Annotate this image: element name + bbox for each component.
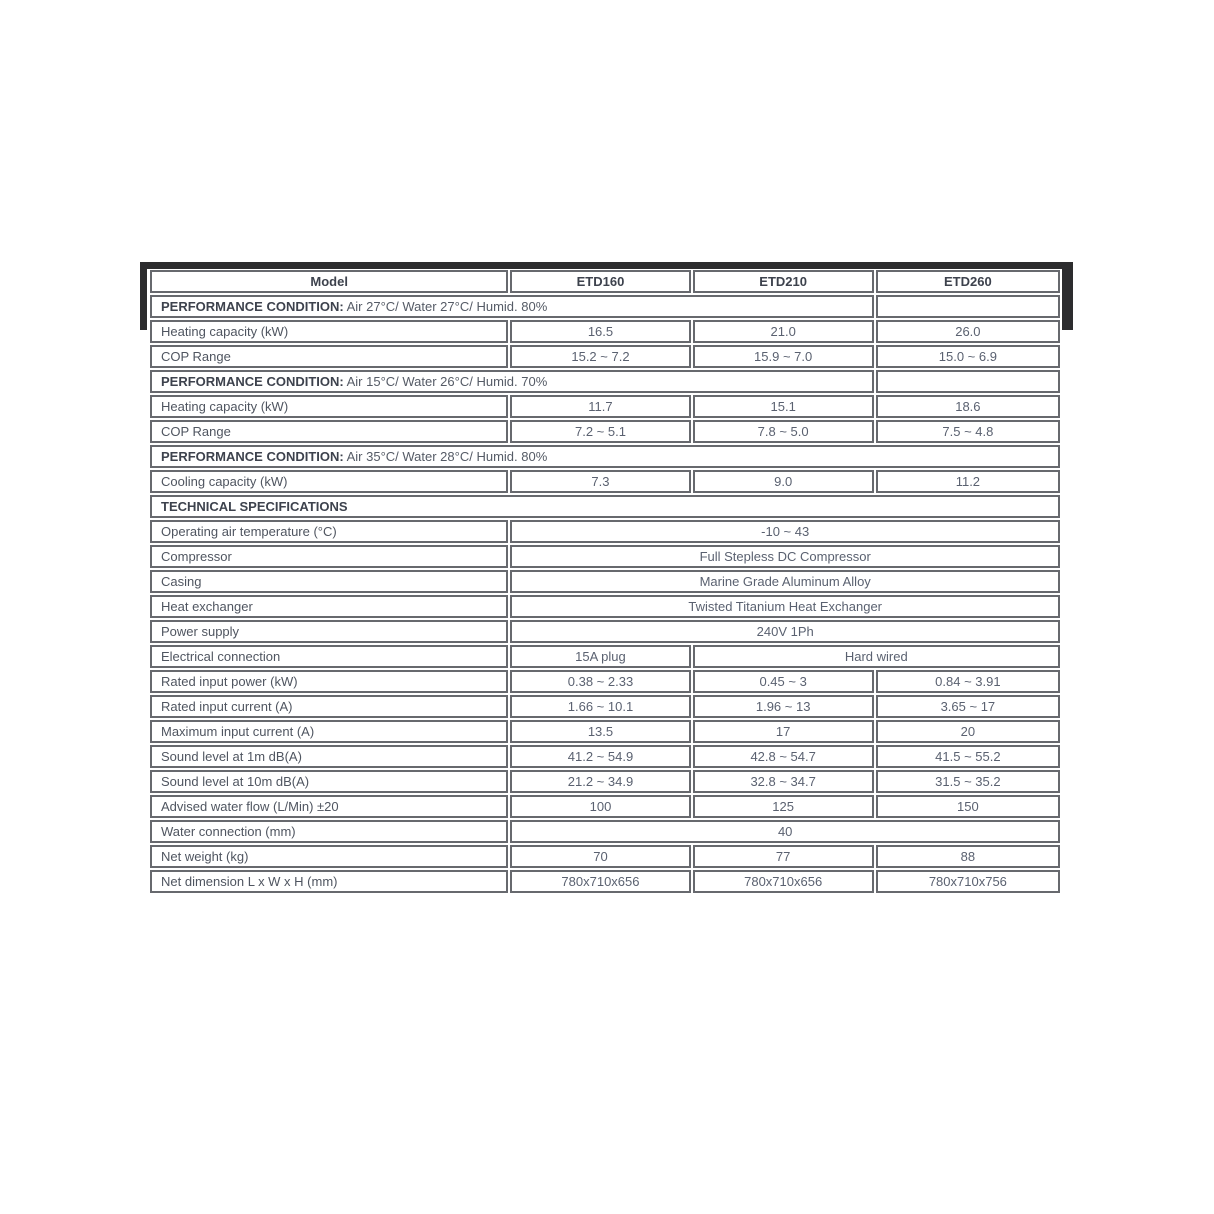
cell-value: 780x710x656 — [693, 870, 874, 893]
row-label: Rated input power (kW) — [150, 670, 508, 693]
empty-cell — [876, 295, 1060, 318]
section-title-bold: PERFORMANCE CONDITION: — [161, 299, 344, 314]
row-label: Cooling capacity (kW) — [150, 470, 508, 493]
cell-value: 7.5 ~ 4.8 — [876, 420, 1060, 443]
cell-value: 125 — [693, 795, 874, 818]
row-label: Net dimension L x W x H (mm) — [150, 870, 508, 893]
row-label: COP Range — [150, 345, 508, 368]
table-row — [150, 845, 1060, 868]
row-label: Electrical connection — [150, 645, 508, 668]
table-row — [150, 620, 1060, 643]
empty-cell — [876, 370, 1060, 393]
cell-value: 41.5 ~ 55.2 — [876, 745, 1060, 768]
cell-value: 77 — [693, 845, 874, 868]
cell-value: 240V 1Ph — [510, 620, 1060, 643]
row-label: Water connection (mm) — [150, 820, 508, 843]
cell-value: 11.7 — [510, 395, 690, 418]
section-header-row — [150, 295, 1060, 318]
row-label: Rated input current (A) — [150, 695, 508, 718]
table-row — [150, 720, 1060, 743]
cell-value: 15.0 ~ 6.9 — [876, 345, 1060, 368]
row-label: Heat exchanger — [150, 595, 508, 618]
cell-value: 15.1 — [693, 395, 874, 418]
row-label: Power supply — [150, 620, 508, 643]
section-title-condition: Air 35°C/ Water 28°C/ Humid. 80% — [343, 449, 548, 464]
table-row — [150, 520, 1060, 543]
row-label: Heating capacity (kW) — [150, 395, 508, 418]
table-row — [150, 695, 1060, 718]
cell-value: 7.3 — [510, 470, 690, 493]
section-title-bold: PERFORMANCE CONDITION: — [161, 449, 344, 464]
table-row — [150, 645, 1060, 668]
table-row — [150, 395, 1060, 418]
section-title-bold: TECHNICAL SPECIFICATIONS — [161, 499, 348, 514]
table-row — [150, 820, 1060, 843]
cell-value: 42.8 ~ 54.7 — [693, 745, 874, 768]
cell-value: Full Stepless DC Compressor — [510, 545, 1060, 568]
cell-value: 70 — [510, 845, 690, 868]
row-label: Sound level at 10m dB(A) — [150, 770, 508, 793]
cell-value: 7.8 ~ 5.0 — [693, 420, 874, 443]
cell-value: 0.38 ~ 2.33 — [510, 670, 690, 693]
cell-value: 150 — [876, 795, 1060, 818]
table-row — [150, 795, 1060, 818]
cell-value: 31.5 ~ 35.2 — [876, 770, 1060, 793]
cell-value: 15.2 ~ 7.2 — [510, 345, 690, 368]
section-title — [150, 370, 874, 393]
table-row — [150, 670, 1060, 693]
table-header-row — [150, 270, 1060, 293]
spec-sheet — [148, 268, 1062, 895]
cell-value: Hard wired — [693, 645, 1060, 668]
table-row — [150, 470, 1060, 493]
section-header-row — [150, 445, 1060, 468]
row-label: Operating air temperature (°C) — [150, 520, 508, 543]
row-label: COP Range — [150, 420, 508, 443]
table-row — [150, 770, 1060, 793]
cell-value: Marine Grade Aluminum Alloy — [510, 570, 1060, 593]
cell-value: 41.2 ~ 54.9 — [510, 745, 690, 768]
cell-value: 0.84 ~ 3.91 — [876, 670, 1060, 693]
table-row — [150, 420, 1060, 443]
cell-value: 26.0 — [876, 320, 1060, 343]
cell-value: 100 — [510, 795, 690, 818]
cell-value: 9.0 — [693, 470, 874, 493]
section-title-condition: Air 27°C/ Water 27°C/ Humid. 80% — [343, 299, 548, 314]
cell-value: -10 ~ 43 — [510, 520, 1060, 543]
table-row — [150, 545, 1060, 568]
section-title — [150, 445, 1060, 468]
cell-value: 780x710x656 — [510, 870, 690, 893]
table-row — [150, 870, 1060, 893]
cell-value: 15.9 ~ 7.0 — [693, 345, 874, 368]
cell-value: 0.45 ~ 3 — [693, 670, 874, 693]
table-row — [150, 345, 1060, 368]
cell-value: 21.2 ~ 34.9 — [510, 770, 690, 793]
section-header-row — [150, 495, 1060, 518]
cell-value: 20 — [876, 720, 1060, 743]
section-title — [150, 495, 1060, 518]
section-title — [150, 295, 874, 318]
cell-value: 17 — [693, 720, 874, 743]
section-title-condition: Air 15°C/ Water 26°C/ Humid. 70% — [343, 374, 548, 389]
cell-value: 1.96 ~ 13 — [693, 695, 874, 718]
model-column-header: Model — [150, 270, 508, 293]
cell-value: 21.0 — [693, 320, 874, 343]
cell-value: 1.66 ~ 10.1 — [510, 695, 690, 718]
row-label: Net weight (kg) — [150, 845, 508, 868]
table-row — [150, 570, 1060, 593]
spec-table-body — [150, 295, 1060, 893]
column-header-model-1: ETD160 — [510, 270, 690, 293]
row-label: Advised water flow (L/Min) ±20 — [150, 795, 508, 818]
cell-value: 13.5 — [510, 720, 690, 743]
cell-value: 7.2 ~ 5.1 — [510, 420, 690, 443]
cell-value: 18.6 — [876, 395, 1060, 418]
cell-value: 88 — [876, 845, 1060, 868]
table-row — [150, 320, 1060, 343]
cell-value: 15A plug — [510, 645, 690, 668]
row-label: Heating capacity (kW) — [150, 320, 508, 343]
cell-value: 3.65 ~ 17 — [876, 695, 1060, 718]
cell-value: 16.5 — [510, 320, 690, 343]
section-header-row — [150, 370, 1060, 393]
section-title-bold: PERFORMANCE CONDITION: — [161, 374, 344, 389]
table-row — [150, 595, 1060, 618]
row-label: Sound level at 1m dB(A) — [150, 745, 508, 768]
cell-value: 32.8 ~ 34.7 — [693, 770, 874, 793]
row-label: Compressor — [150, 545, 508, 568]
column-header-model-2: ETD210 — [693, 270, 874, 293]
cell-value: Twisted Titanium Heat Exchanger — [510, 595, 1060, 618]
spec-table — [148, 268, 1062, 895]
row-label: Casing — [150, 570, 508, 593]
cell-value: 780x710x756 — [876, 870, 1060, 893]
column-header-model-3: ETD260 — [876, 270, 1060, 293]
cell-value: 11.2 — [876, 470, 1060, 493]
cell-value: 40 — [510, 820, 1060, 843]
table-row — [150, 745, 1060, 768]
row-label: Maximum input current (A) — [150, 720, 508, 743]
